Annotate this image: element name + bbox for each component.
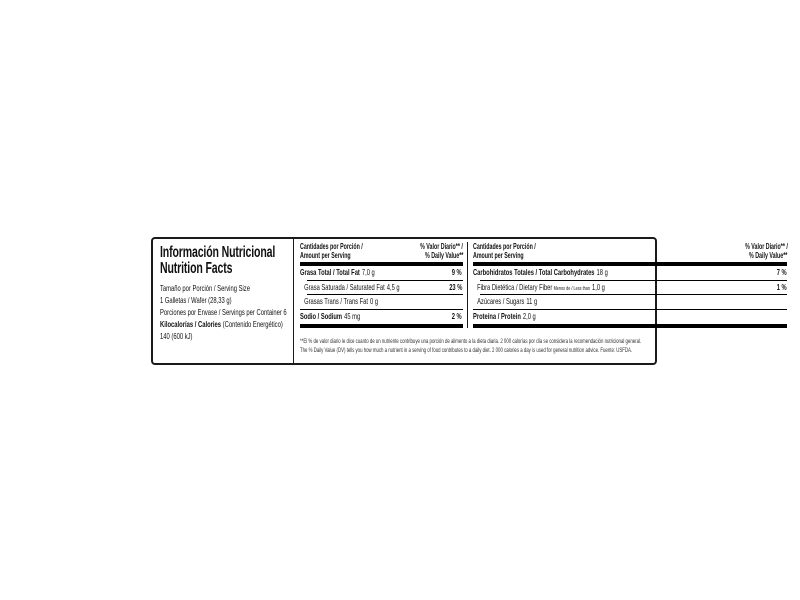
dv-dietary-fiber: 1 %: [776, 281, 787, 292]
title-english: Nutrition Facts: [160, 260, 233, 277]
divider-bar: [300, 324, 463, 328]
calories-label: Kilocalorías / Calories (Contenido Energético): [160, 319, 283, 329]
row-saturated-fat: Grasa Saturada / Saturated Fat 4,5 g 23 %: [300, 281, 463, 295]
row-protein: Proteína / Protein 2,0 g: [473, 310, 536, 321]
row-sodium: Sodio / Sodium 45 mg 2 %: [300, 310, 463, 324]
nutrient-table-carbs-protein: [468, 242, 787, 328]
row-dietary-fiber: Fibra Dietética / Dietary FiberMenos de / Less than 1,0 g 1 %: [473, 281, 787, 295]
row-total-carbohydrates: Carbohidratos Totales / Total Carbohydrates 18 g 7 %: [473, 266, 787, 280]
table2-header: Cantidades por Porción / Amount per Serving % Valor Diario** / % Daily Value**: [473, 242, 788, 260]
serving-size-value: 1 Galletas / Wafer (28,33 g): [160, 295, 232, 305]
nutrition-label: [151, 237, 788, 365]
row-sugars: Azúcares / Sugars 11 g: [477, 296, 538, 307]
table1-header: Cantidades por Porción / Amount per Serving % Valor Diario** / % Daily Value**: [300, 242, 463, 260]
servings-per-container: Porciones por Envase / Servings per Container 6: [160, 307, 287, 317]
calories-value: 140 (600 kJ): [160, 331, 193, 341]
serving-size-label: Tamaño por Porción / Serving Size: [160, 283, 250, 293]
less-than-qualifier: Menos de / Less than: [553, 285, 590, 292]
nutrient-panel: [294, 239, 792, 363]
row-trans-fat: Grasas Trans / Trans Fat 0 g: [304, 296, 379, 307]
dv-saturated-fat: 23 %: [448, 281, 462, 292]
title-spanish: Información Nutricional: [160, 244, 276, 261]
daily-value-footnote: **El % de valor diario le dice cuanto de un nutriente contribuye una porción de alimento a la dieta diaria. 2 000 calorías por día se considera la recomendación nutricional general. The % Daily Value (DV) tells you how much a nutrient in a serving of food contributes to a daily diet. 2 000 calories a day is used for general nutrition advice. Fuente: USFDA.: [300, 338, 642, 355]
dv-total-fat: 9 %: [452, 267, 462, 278]
dv-sodium: 2 %: [452, 310, 462, 321]
label-title-column: [153, 239, 294, 363]
nutrient-table-fat-sodium: [300, 242, 468, 328]
divider-bar: [473, 324, 787, 328]
dv-total-carbohydrates: 7 %: [776, 267, 787, 278]
row-total-fat: Grasa Total / Total Fat 7,0 g 9 %: [300, 266, 463, 280]
